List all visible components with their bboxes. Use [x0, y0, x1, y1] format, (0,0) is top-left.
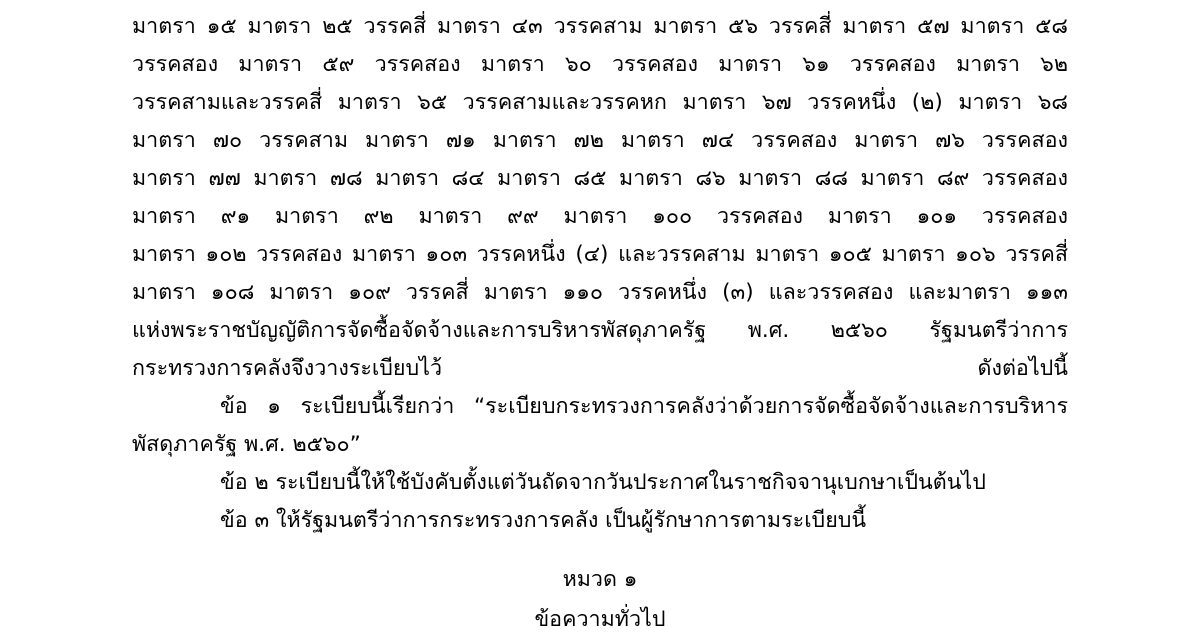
body-line: วรรคสามและวรรคสี่ มาตรา ๖๕ วรรคสามและวรรคหก มาตรา ๖๗ วรรคหนึ่ง (๒) มาตรา ๖๘	[132, 90, 1068, 115]
clause-2	[132, 464, 1068, 502]
body-line: แห่งพระราชบัญญัติการจัดซื้อจัดจ้างและการบริหารพัสดุภาครัฐ พ.ศ. ๒๕๖๐ รัฐมนตรีว่าการ	[132, 318, 1068, 343]
body-line: มาตรา ๑๕ มาตรา ๒๕ วรรคสี่ มาตรา ๔๓ วรรคสาม มาตรา ๕๖ วรรคสี่ มาตรา ๕๗ มาตรา ๕๘	[132, 14, 1068, 39]
body-line: มาตรา ๑๐๘ มาตรา ๑๐๙ วรรคสี่ มาตรา ๑๑๐ วรรคหนึ่ง (๓) และวรรคสอง และมาตรา ๑๑๓	[132, 280, 1068, 305]
body-paragraph	[132, 8, 1068, 388]
clause-1	[132, 388, 1068, 464]
clause-3	[132, 502, 1068, 540]
body-line: มาตรา ๑๐๒ วรรคสอง มาตรา ๑๐๓ วรรคหนึ่ง (๔) และวรรคสาม มาตรา ๑๐๕ มาตรา ๑๐๖ วรรคสี่	[132, 242, 1068, 267]
clause-1-line-1: ข้อ ๑ ระเบียบนี้เรียกว่า “ระเบียบกระทรวงการคลังว่าด้วยการจัดซื้อจัดจ้างและการบริหาร	[220, 394, 1068, 419]
chapter-title: ข้อความทั่วไป	[534, 607, 666, 632]
chapter-heading-block	[132, 560, 1068, 640]
clause-1-line-2: พัสดุภาครัฐ พ.ศ. ๒๕๖๐”	[132, 432, 361, 457]
body-line: กระทรวงการคลังจึงวางระเบียบไว้ ดังต่อไปนี้	[132, 356, 1068, 381]
clause-3-line: ข้อ ๓ ให้รัฐมนตรีว่าการกระทรวงการคลัง เป็นผู้รักษาการตามระเบียบนี้	[220, 508, 867, 533]
body-line: มาตรา ๗๐ วรรคสาม มาตรา ๗๑ มาตรา ๗๒ มาตรา ๗๔ วรรคสอง มาตรา ๗๖ วรรคสอง	[132, 128, 1068, 153]
body-line: มาตรา ๙๑ มาตรา ๙๒ มาตรา ๙๙ มาตรา ๑๐๐ วรรคสอง มาตรา ๑๐๑ วรรคสอง	[132, 204, 1068, 229]
clause-2-line: ข้อ ๒ ระเบียบนี้ให้ใช้บังคับตั้งแต่วันถัดจากวันประกาศในราชกิจจานุเบกษาเป็นต้นไป	[220, 470, 986, 495]
body-line: วรรคสอง มาตรา ๕๙ วรรคสอง มาตรา ๖๐ วรรคสอง มาตรา ๖๑ วรรคสอง มาตรา ๖๒	[132, 52, 1068, 77]
body-line: มาตรา ๗๗ มาตรา ๗๘ มาตรา ๘๔ มาตรา ๘๕ มาตรา ๘๖ มาตรา ๘๘ มาตรา ๘๙ วรรคสอง	[132, 166, 1068, 191]
chapter-heading: หมวด ๑	[562, 567, 638, 592]
